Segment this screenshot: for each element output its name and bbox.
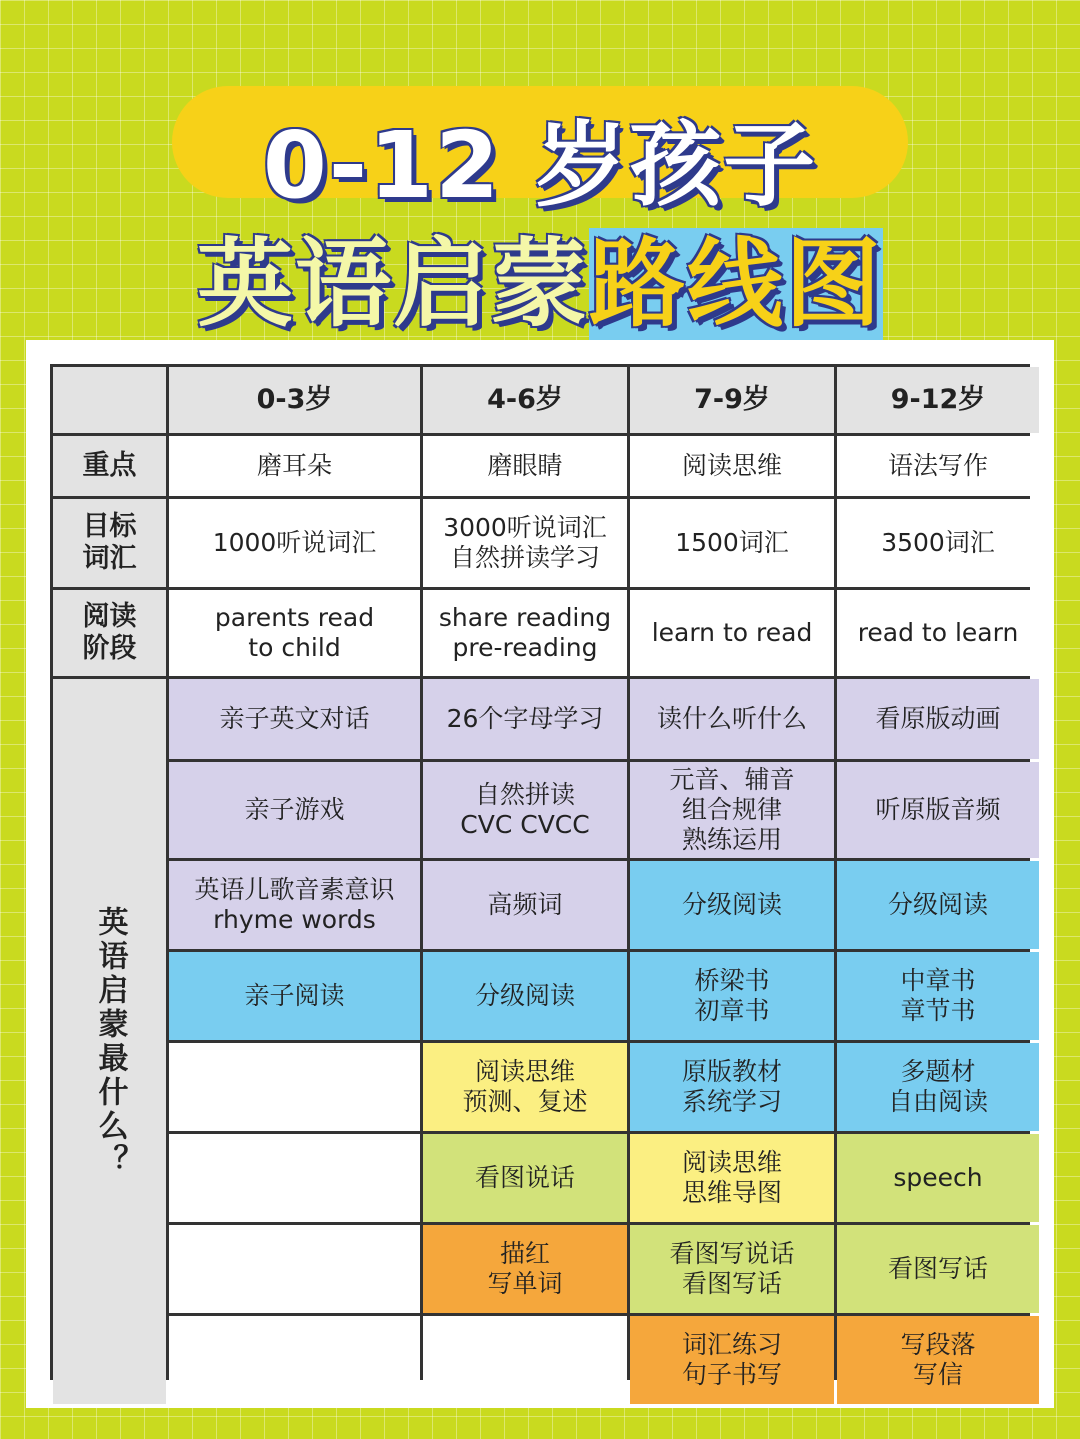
activity-cell: 中章书 章节书	[837, 952, 1039, 1040]
table-cell: read to learn	[837, 590, 1039, 676]
empty-cell	[423, 1316, 627, 1404]
header-age-0-3: 0-3岁	[169, 367, 420, 433]
table-cell: 3000听说词汇 自然拼读学习	[423, 499, 627, 587]
empty-cell	[169, 1134, 420, 1222]
header-age-4-6: 4-6岁	[423, 367, 627, 433]
activity-cell: 读什么听什么	[630, 679, 834, 759]
activity-cell: 阅读思维 思维导图	[630, 1134, 834, 1222]
activity-cell: 原版教材 系统学习	[630, 1043, 834, 1131]
corner-cell	[53, 367, 166, 433]
table-cell: 3500词汇	[837, 499, 1039, 587]
table-cell: 磨耳朵	[169, 436, 420, 496]
activity-cell: 看图说话	[423, 1134, 627, 1222]
activity-cell: 看原版动画	[837, 679, 1039, 759]
activity-cell: 听原版音频	[837, 762, 1039, 858]
activity-cell: 看图写话	[837, 1225, 1039, 1313]
activity-cell: 描红 写单词	[423, 1225, 627, 1313]
table-cell: share reading pre-reading	[423, 590, 627, 676]
side-label	[53, 679, 166, 1404]
row-label-vocab: 目标 词汇	[53, 499, 166, 587]
table-cell: 1500词汇	[630, 499, 834, 587]
activity-cell: 写段落 写信	[837, 1316, 1039, 1404]
activity-cell: 亲子英文对话	[169, 679, 420, 759]
activity-cell: 亲子阅读	[169, 952, 420, 1040]
activity-cell: 分级阅读	[630, 861, 834, 949]
header-age-9-12: 9-12岁	[837, 367, 1039, 433]
table-cell: 阅读思维	[630, 436, 834, 496]
title-part-a: 英语启蒙	[197, 228, 589, 340]
table-cell: parents read to child	[169, 590, 420, 676]
activity-cell: 亲子游戏	[169, 762, 420, 858]
title-line-1: 0-12 岁孩子	[262, 112, 818, 219]
title-part-b: 路线图	[589, 228, 883, 340]
table-cell: 语法写作	[837, 436, 1039, 496]
row-label-focus: 重点	[53, 436, 166, 496]
table-cell: learn to read	[630, 590, 834, 676]
title-line-2	[0, 208, 1080, 345]
activity-cell: 26个字母学习	[423, 679, 627, 759]
table-cell: 1000听说词汇	[169, 499, 420, 587]
roadmap-table	[50, 364, 1030, 1389]
header	[0, 0, 1080, 340]
activity-cell: 看图写说话 看图写话	[630, 1225, 834, 1313]
empty-cell	[169, 1225, 420, 1313]
activity-cell: 多题材 自由阅读	[837, 1043, 1039, 1131]
header-age-7-9: 7-9岁	[630, 367, 834, 433]
activity-cell: speech	[837, 1134, 1039, 1222]
activity-cell: 阅读思维 预测、复述	[423, 1043, 627, 1131]
table-cell: 磨眼睛	[423, 436, 627, 496]
activity-cell: 桥梁书 初章书	[630, 952, 834, 1040]
activity-cell: 分级阅读	[423, 952, 627, 1040]
activity-cell: 分级阅读	[837, 861, 1039, 949]
empty-cell	[169, 1316, 420, 1404]
activity-cell: 英语儿歌音素意识 rhyme words	[169, 861, 420, 949]
activity-cell: 高频词	[423, 861, 627, 949]
empty-cell	[169, 1043, 420, 1131]
activity-cell: 自然拼读 CVC CVCC	[423, 762, 627, 858]
activity-cell: 词汇练习 句子书写	[630, 1316, 834, 1404]
side-label-text: 英语启蒙最什么？	[92, 905, 128, 1178]
row-label-reading-stage: 阅读 阶段	[53, 590, 166, 676]
activity-cell: 元音、辅音 组合规律 熟练运用	[630, 762, 834, 858]
